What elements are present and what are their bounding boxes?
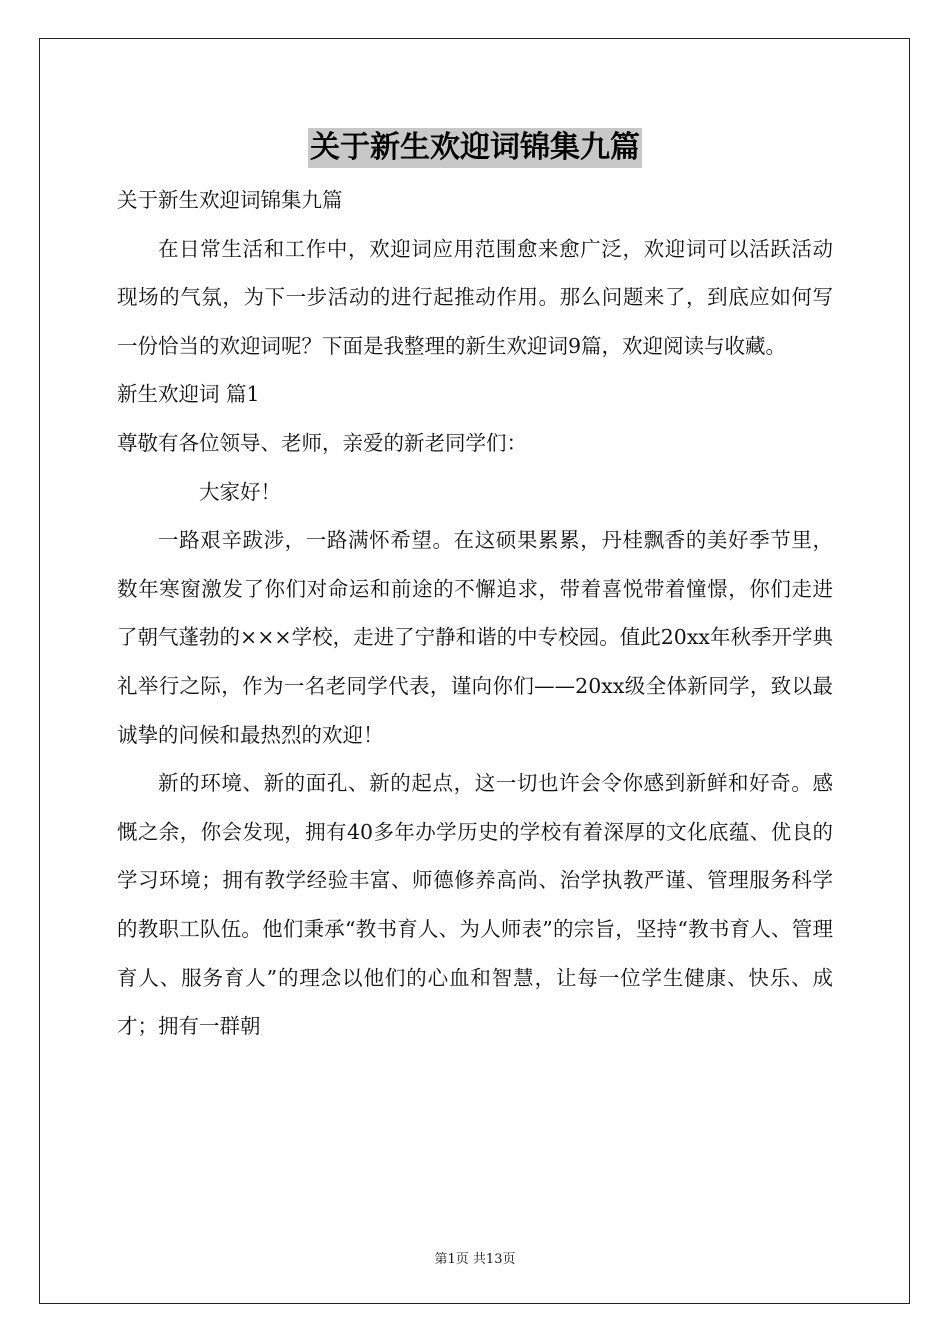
paragraph-intro: 在日常生活和工作中，欢迎词应用范围愈来愈广泛，欢迎词可以活跃活动现场的气氛，为下一步活动的进行起推动作用。那么问题来了，到底应如何写一份恰当的欢迎词呢？下面是我整理的新生欢迎词9篇，欢迎阅读与收藏。 [117,236,833,358]
page-footer: 第1页 共13页 [434,1252,516,1267]
salutation: 尊敬有各位领导、老师，亲爱的新老同学们： [117,430,527,455]
section-heading: 新生欢迎词 篇1 [117,382,260,407]
paragraph-school: 新的环境、新的面孔、新的起点，这一切也许会令你感到新鲜和好奇。感慨之余，你会发现，拥有40多年办学历史的学校有着深厚的文化底蕴、优良的学习环境；拥有教学经验丰富、师德修养高尚、治学执教严谨、管理服务科学的教职工队伍。他们秉承“教书育人、为人师表”的宗旨，坚持“教书育人、管理育人、服务育人”的理念以他们的心血和智慧，让每一位学生健康、快乐、成才；拥有一群朝 [117,771,833,1039]
document-title: 关于新生欢迎词锦集九篇 [308,128,642,168]
subtitle-line: 关于新生欢迎词锦集九篇 [117,188,343,212]
paragraph-welcome: 一路艰辛跋涉，一路满怀希望。在这硕果累累，丹桂飘香的美好季节里，数年寒窗激发了你们对命运和前途的不懈追求，带着喜悦带着憧憬，你们走进了朝气蓬勃的×××学校，走进了宁静和谐的中专校园。值此20xx年秋季开学典礼举行之际，作为一名老同学代表，谨向你们——20xx级全体新同学，致以最诚挚的问候和最热烈的欢迎！ [117,528,833,747]
title-container [0,128,950,168]
greeting: 大家好！ [199,479,281,504]
document-body [117,176,833,1051]
